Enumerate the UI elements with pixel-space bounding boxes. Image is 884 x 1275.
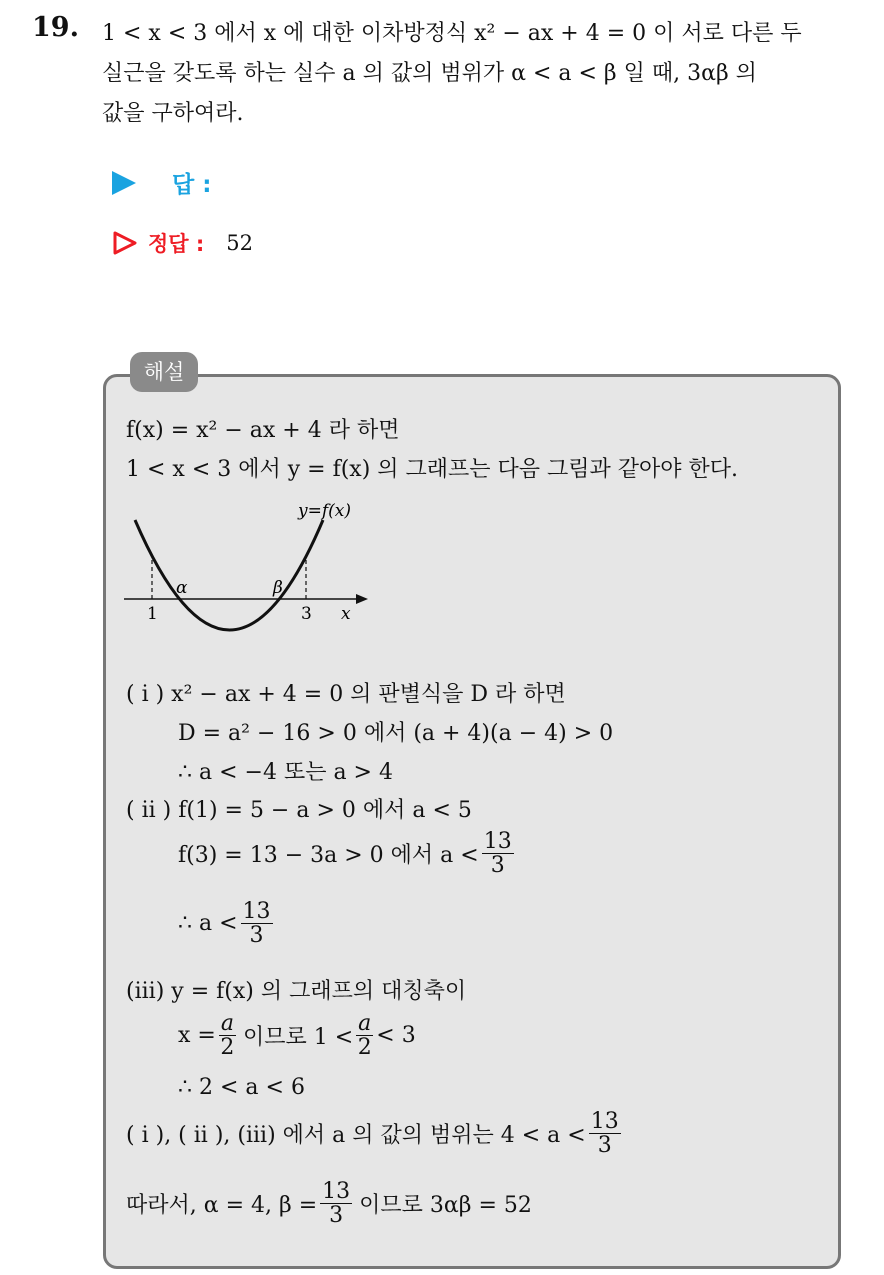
line-12-text: ( i ), ( ii ), (iii) 에서 a 의 값의 범위는 4 < a < [126, 1123, 586, 1149]
problem-number: 19. [32, 12, 79, 43]
solution-line-13 [126, 1180, 532, 1227]
beta-label: β [273, 578, 283, 598]
play-triangle-icon [112, 171, 136, 195]
solution-line-1: f(x) = x² − ax + 4 라 하면 [126, 418, 400, 443]
fraction-denominator: 3 [597, 1133, 612, 1159]
solution-line-10 [178, 1012, 416, 1059]
solution-line-6: ( ii ) f(1) = 5 − a > 0 에서 a < 5 [126, 798, 472, 823]
solution-line-5: ∴ a < −4 또는 a > 4 [178, 760, 393, 785]
fraction-numerator: 13 [242, 899, 271, 924]
fraction-numerator: 13 [483, 829, 512, 854]
line-10-lhs: x = [178, 1023, 216, 1049]
line-10-rhs: < 3 [376, 1023, 416, 1049]
tick-label-1: 1 [147, 604, 158, 624]
fraction-numerator: a [358, 1011, 372, 1036]
problem-line-1: 1 < x < 3 에서 x 에 대한 이차방정식 x² − ax + 4 = 0 이 서로 다른 두 [102, 21, 802, 46]
fraction-numerator: 13 [322, 1179, 351, 1204]
curve-label: y=f(x) [298, 501, 351, 521]
solution-tag: 해설 [130, 352, 198, 392]
solution-line-9: (iii) y = f(x) 의 그래프의 대칭축이 [126, 979, 467, 1004]
parabola-graph [120, 495, 380, 655]
fraction-13-3 [241, 900, 273, 947]
fraction-denominator: 3 [329, 1203, 344, 1229]
alpha-label: α [176, 578, 188, 598]
fraction-denominator: 2 [357, 1035, 372, 1061]
fraction-13-3 [482, 830, 514, 877]
solution-line-8 [178, 900, 276, 947]
fraction-13-3 [320, 1180, 352, 1227]
fraction-numerator: a [220, 1011, 234, 1036]
x-axis-label: x [341, 604, 351, 624]
fraction-a-2 [356, 1012, 373, 1059]
problem-line-3: 값을 구하여라. [102, 101, 244, 126]
fraction-denominator: 3 [490, 853, 505, 879]
fraction-a-2 [219, 1012, 236, 1059]
solution-line-2: 1 < x < 3 에서 y = f(x) 의 그래프는 다음 그림과 같아야 한다. [126, 457, 739, 482]
solution-line-4: D = a² − 16 > 0 에서 (a + 4)(a − 4) > 0 [178, 721, 614, 746]
solution-line-3: ( i ) x² − ax + 4 = 0 의 판별식을 D 라 하면 [126, 682, 566, 707]
solution-line-12 [126, 1110, 624, 1157]
tick-label-3: 3 [301, 604, 312, 624]
axis-arrow-icon [356, 594, 368, 604]
correct-answer-row [112, 228, 253, 258]
line-7-text: f(3) = 13 − 3a > 0 에서 a < [178, 843, 479, 869]
fraction-denominator: 3 [249, 923, 264, 949]
correct-answer-value: 52 [226, 231, 254, 255]
problem-line-2: 실근을 갖도록 하는 실수 a 의 값의 범위가 α < a < β 일 때, 3αβ 의 [102, 61, 757, 86]
correct-answer-label: 정답 : [148, 232, 205, 256]
line-10-middle: 이므로 1 < [242, 1025, 354, 1051]
line-13-rhs: 이므로 3αβ = 52 [359, 1193, 532, 1219]
answer-row [112, 166, 211, 199]
fraction-13-3 [589, 1110, 621, 1157]
answer-label: 답 : [172, 172, 212, 198]
line-8-text: ∴ a < [178, 911, 238, 937]
outline-triangle-icon [112, 230, 138, 256]
solution-line-7 [178, 830, 517, 877]
fraction-numerator: 13 [590, 1109, 619, 1134]
parabola-curve [135, 520, 323, 630]
line-13-lhs: 따라서, α = 4, β = [126, 1193, 318, 1219]
solution-line-11: ∴ 2 < a < 6 [178, 1075, 305, 1100]
fraction-denominator: 2 [220, 1035, 235, 1061]
